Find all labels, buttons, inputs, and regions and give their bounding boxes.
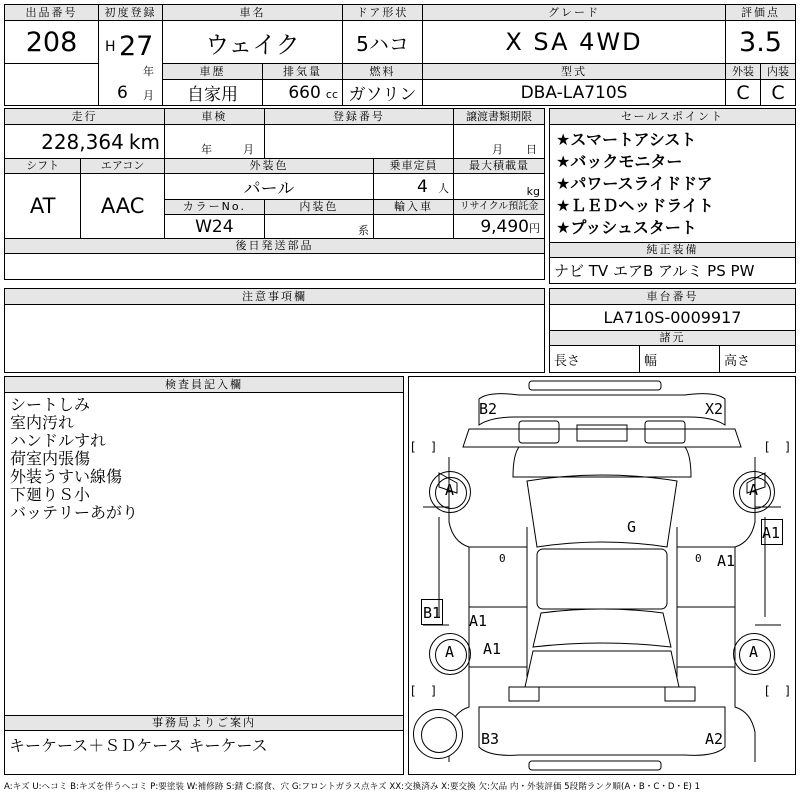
- svg-text:[: [: [765, 440, 770, 454]
- doc-day-unit: 日: [526, 143, 537, 156]
- damage-mark-a1: A1: [762, 524, 781, 542]
- capacity-cell: [374, 174, 454, 200]
- type-value: DBA-LA710S: [423, 80, 726, 106]
- displacement-cell: [263, 80, 343, 106]
- equipment-value: ナビ TV エアB アルミ PS PW: [550, 258, 796, 284]
- plate-value: [264, 125, 453, 159]
- import-value: [374, 215, 454, 239]
- office-value: キーケース＋ＳＤケース キーケース: [5, 731, 404, 775]
- model-label: 車名: [163, 5, 343, 21]
- selling-point-item: ★バックモニター: [556, 152, 683, 171]
- grade-label: グレード: [423, 5, 726, 21]
- svg-text:]: ]: [431, 440, 436, 454]
- recycle-value: 9,490: [480, 216, 529, 237]
- type-label: 型式: [423, 64, 726, 80]
- registration-label: 初度登録: [99, 5, 163, 21]
- plate-label: 登録番号: [264, 109, 453, 125]
- fuel-label: 燃料: [343, 64, 423, 80]
- month-unit: 月: [143, 89, 154, 102]
- load-unit: kg: [526, 185, 540, 198]
- color-value: パール: [165, 174, 374, 200]
- color-label: 外装色: [165, 159, 374, 174]
- color-no-label: カラーNo.: [165, 200, 265, 215]
- displacement-value: 660: [288, 82, 321, 103]
- damage-marks: [409, 377, 795, 774]
- interior-color-cell: [264, 215, 373, 239]
- inspector-item: 荷室内張傷: [10, 449, 91, 468]
- svg-text:]: ]: [431, 684, 436, 698]
- selling-point-item: ★プッシュスタート: [556, 218, 697, 237]
- inspector-table: [4, 376, 404, 775]
- damage-mark-a1: A1: [717, 552, 736, 570]
- inspector-item: シートしみ: [10, 395, 91, 414]
- svg-text:]: ]: [785, 684, 790, 698]
- capacity-value: 4: [417, 176, 428, 197]
- length-label: 長さ: [550, 346, 640, 373]
- notes-label: 注意事項欄: [5, 289, 545, 305]
- interior-value: C: [761, 80, 796, 106]
- inspection-month-unit: 月: [243, 143, 254, 156]
- inspector-item: ハンドルすれ: [10, 431, 107, 450]
- interior-label: 内装: [761, 64, 796, 80]
- selling-point-item: ★ＬＥＤヘッドライト: [556, 196, 714, 215]
- inspection-year-unit: 年: [201, 143, 212, 156]
- registration-year: 27: [119, 31, 154, 62]
- notes-value: [5, 305, 545, 373]
- svg-text:[: [: [765, 684, 770, 698]
- damage-mark-a: A: [749, 643, 759, 661]
- svg-text:[: [: [411, 440, 416, 454]
- chassis-label: 車台番号: [550, 289, 796, 305]
- later-parts-value: [5, 254, 545, 280]
- selling-points-table: [549, 108, 796, 284]
- inspector-item: 室内汚れ: [10, 413, 75, 432]
- selling-points-label: セールスポイント: [550, 109, 796, 125]
- damage-mark-0: 0: [695, 552, 702, 565]
- selling-point-item: ★スマートアシスト: [556, 130, 697, 149]
- selling-point-item: ★パワースライドドア: [556, 174, 713, 193]
- svg-text:[: [: [411, 684, 416, 698]
- car-diagram: [408, 376, 796, 775]
- mileage-cell: [5, 125, 165, 159]
- shift-label: シフト: [5, 159, 81, 174]
- history-value: 自家用: [163, 80, 263, 106]
- ac-label: エアコン: [81, 159, 165, 174]
- lot-label: 出品番号: [5, 5, 99, 21]
- equipment-label: 純正装備: [550, 243, 796, 258]
- legend-footer: A:キズ U:ヘコミ B:キズを伴うヘコミ P:要塗装 W:補修跡 S:錆 C:腐食、穴 G:フロントガラス点キズ XX:交換済み X:要交換 欠:欠品 内・外装評価 5段階ランク順(A・B・C・D・E) 1: [4, 782, 701, 792]
- recycle-cell: [454, 215, 545, 239]
- score-value: 3.5: [726, 21, 796, 64]
- interior-color-label: 内装色: [264, 200, 373, 215]
- damage-mark-a1: A1: [483, 640, 502, 658]
- history-label: 車歴: [163, 64, 263, 80]
- damage-mark-a: A: [445, 481, 455, 499]
- mileage-label: 走行: [5, 109, 165, 125]
- lot-blank: [5, 64, 99, 106]
- era: H: [105, 39, 116, 55]
- model-name: ウェイク: [163, 21, 343, 64]
- recycle-label: リサイクル預託金: [454, 200, 545, 215]
- damage-mark-g: G: [627, 518, 637, 536]
- import-label: 輸入車: [374, 200, 454, 215]
- damage-mark-a: A: [445, 643, 455, 661]
- notes-table: [4, 288, 545, 373]
- exterior-value: C: [726, 80, 761, 106]
- displacement-label: 排気量: [263, 64, 343, 80]
- inspector-label: 検査員記入欄: [5, 377, 404, 393]
- chassis-table: [549, 288, 796, 373]
- load-cell: [454, 174, 545, 200]
- inspection-label: 車検: [165, 109, 265, 125]
- damage-mark-0: 0: [499, 552, 506, 565]
- fuel-value: ガソリン: [343, 80, 423, 106]
- doc-deadline-label: 譲渡書類期限: [454, 109, 545, 125]
- capacity-unit: 人: [438, 181, 449, 195]
- grade-value: X SA 4WD: [423, 21, 726, 64]
- color-no-value: W24: [165, 215, 265, 239]
- later-parts-label: 後日発送部品: [5, 239, 545, 254]
- chassis-value: LA710S-0009917: [550, 305, 796, 331]
- recycle-unit: 円: [529, 221, 540, 235]
- damage-mark-x2: X2: [705, 400, 724, 418]
- ac-value: AAC: [81, 174, 165, 239]
- doc-month-unit: 月: [492, 143, 503, 156]
- capacity-label: 乗車定員: [374, 159, 454, 174]
- svg-text:]: ]: [785, 440, 790, 454]
- mileage-unit: km: [128, 129, 160, 154]
- specs-label: 諸元: [550, 331, 796, 346]
- damage-mark-b3: B3: [481, 730, 500, 748]
- details-table: [4, 108, 545, 280]
- selling-points-list: [550, 125, 796, 243]
- registration-month: 6: [117, 83, 128, 103]
- damage-mark-b2: B2: [479, 400, 498, 418]
- mileage-value: 228,364: [41, 129, 124, 154]
- inspection-cell: [165, 125, 265, 159]
- interior-color-unit: 系: [358, 224, 369, 237]
- exterior-label: 外装: [726, 64, 761, 80]
- damage-mark-b1: B1: [423, 604, 442, 622]
- score-label: 評価点: [726, 5, 796, 21]
- shift-value: AT: [5, 174, 81, 239]
- damage-mark-a: A: [749, 481, 759, 499]
- registration-cell: [99, 21, 163, 106]
- header-table: [4, 4, 796, 106]
- width-label: 幅: [640, 346, 720, 373]
- inspector-item: バッテリーあがり: [10, 503, 139, 522]
- door-label: ドア形状: [343, 5, 423, 21]
- inspector-item: 外装うすい線傷: [10, 467, 123, 486]
- lot-number: 208: [5, 21, 99, 64]
- year-unit: 年: [143, 65, 154, 78]
- damage-mark-a1: A1: [469, 612, 488, 630]
- door-type: 5ハコ: [343, 21, 423, 64]
- displacement-unit: cc: [325, 87, 338, 101]
- damage-mark-a2: A2: [705, 730, 724, 748]
- office-label: 事務局よりご案内: [5, 716, 404, 731]
- doc-deadline-cell: [454, 125, 545, 159]
- height-label: 高さ: [720, 346, 796, 373]
- inspector-notes: [5, 393, 404, 716]
- inspector-item: 下廻りＳ小: [10, 485, 91, 504]
- load-label: 最大積載量: [454, 159, 545, 174]
